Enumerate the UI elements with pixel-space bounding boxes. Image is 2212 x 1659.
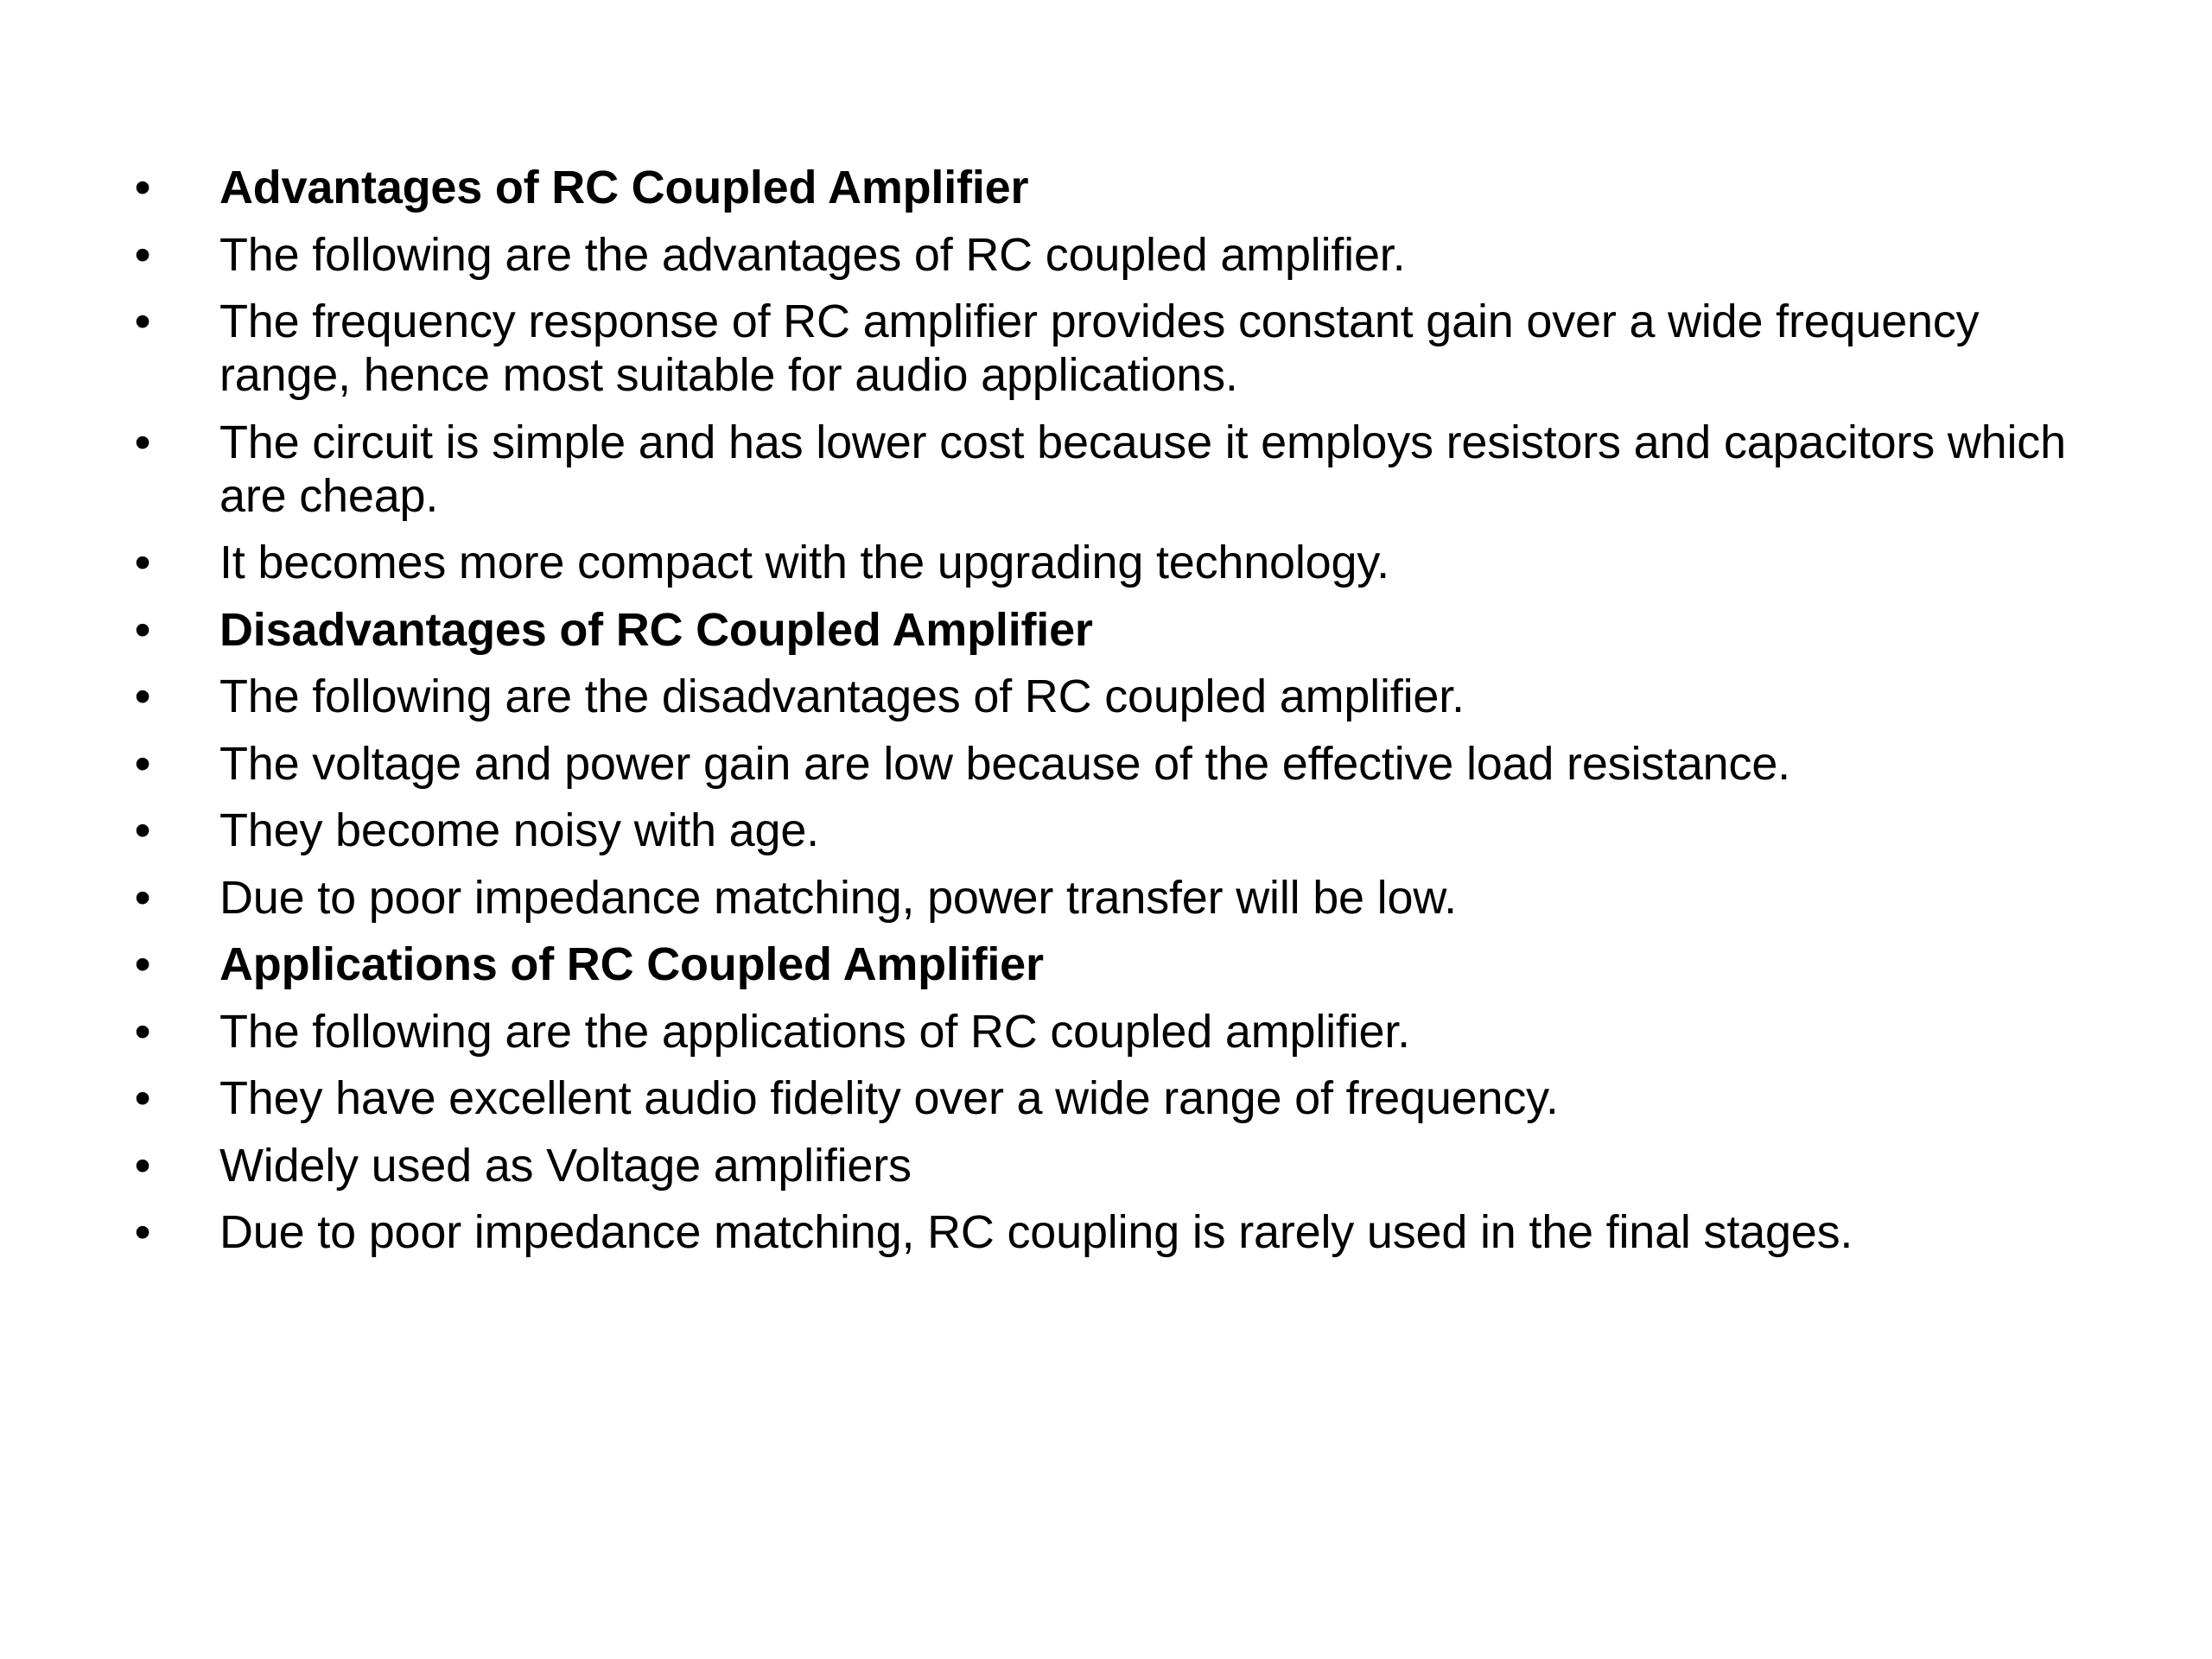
bullet-icon: • [134,671,151,722]
bullet-text: Applications of RC Coupled Amplifier [219,938,1044,990]
bullet-icon: • [134,938,151,990]
list-item [130,1071,2117,1125]
bullet-text: The following are the disadvantages of RC coupled amplifier. [219,671,1465,722]
bullet-icon: • [134,1206,151,1258]
list-item [130,416,2117,523]
heading-advantages [130,161,2117,214]
list-item [130,228,2117,282]
bullet-icon: • [134,603,151,656]
bullet-icon: • [134,1072,151,1124]
bullet-icon: • [134,416,151,468]
list-item [130,737,2117,791]
bullet-icon: • [134,737,151,790]
bullet-icon: • [134,871,151,924]
bullet-text: It becomes more compact with the upgrading technology. [219,537,1389,588]
bullet-text: Widely used as Voltage amplifiers [219,1139,912,1192]
list-item [130,295,2117,402]
bullet-text: Advantages of RC Coupled Amplifier [219,162,1029,213]
bullet-icon: • [134,1005,151,1058]
list-item [130,1005,2117,1058]
bullet-text: Due to poor impedance matching, RC coupling is rarely used in the final stages. [219,1206,1853,1258]
bullet-icon: • [134,162,151,213]
list-item [130,1139,2117,1192]
list-item [130,871,2117,925]
bullet-text: They become noisy with age. [219,804,819,856]
bullet-icon: • [134,228,151,281]
bullet-text: The following are the advantages of RC coupled amplifier. [219,228,1406,281]
bullet-text: The voltage and power gain are low because of the effective load resistance. [219,737,1790,790]
bullet-icon: • [134,1139,151,1192]
bullet-icon: • [134,296,151,347]
bullet-text: The frequency response of RC amplifier provides constant gain over a wide frequency range, hence most suitable for audio applications. [219,296,1980,401]
list-item [130,536,2117,589]
heading-applications [130,938,2117,991]
bullet-list [130,161,2117,1273]
list-item [130,670,2117,723]
bullet-text: Disadvantages of RC Coupled Amplifier [219,603,1093,656]
list-item [130,1205,2117,1259]
bullet-icon: • [134,537,151,588]
heading-disadvantages [130,603,2117,657]
list-item [130,804,2117,857]
bullet-text: They have excellent audio fidelity over a wide range of frequency. [219,1072,1559,1124]
bullet-icon: • [134,804,151,856]
bullet-text: Due to poor impedance matching, power transfer will be low. [219,871,1457,924]
bullet-text: The following are the applications of RC coupled amplifier. [219,1005,1410,1058]
bullet-text: The circuit is simple and has lower cost because it employs resistors and capacitors which are cheap. [219,416,2066,522]
